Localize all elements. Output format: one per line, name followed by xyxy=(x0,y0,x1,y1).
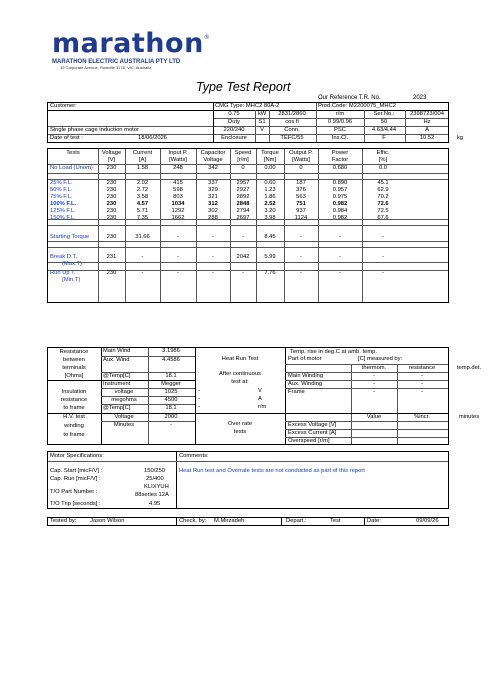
runup-row-cell: - xyxy=(141,270,144,276)
date-footer-value: 09/09/26 xyxy=(416,518,439,524)
overrate-title-2: tests xyxy=(233,429,247,435)
load-row-cell: 1.86 xyxy=(264,194,276,200)
insulation-temp-label: @Temp[C] xyxy=(103,405,131,411)
load-row-cell: 937 xyxy=(296,208,306,214)
hv-label-3: to frame xyxy=(63,432,85,438)
report-title: Type Test Report xyxy=(196,80,291,94)
motor-description: Single phase cage induction motor xyxy=(50,127,139,133)
to-part-value-2: 88series 12A xyxy=(135,492,169,498)
load-row-cell: 0.890 xyxy=(332,180,348,186)
reference-year: 2023 xyxy=(413,95,427,101)
load-row-cell: 563 xyxy=(296,194,306,200)
frame-thermom: - xyxy=(373,389,375,395)
ins-voltage-value: 1025 xyxy=(164,389,178,395)
starting-torque-row-cell: - xyxy=(300,234,302,240)
header-unit-5: [r/m] xyxy=(237,157,249,163)
starting-torque-row-cell: - xyxy=(242,234,244,240)
breakdown-row-cell: - xyxy=(177,254,179,260)
starting-torque-row-cell: - xyxy=(339,234,341,240)
part-main-winding: Main Winding xyxy=(288,373,324,379)
load-row-label: 25% F.L. xyxy=(50,180,73,186)
signoff-footer xyxy=(47,517,449,526)
starting-torque-row-cell: - xyxy=(382,234,384,240)
load-row-cell: 230 xyxy=(106,187,117,193)
hv-label-2: winding xyxy=(64,423,84,429)
load-row-cell: 0.982 xyxy=(332,201,348,207)
row-divider xyxy=(48,241,448,242)
tested-by-label: Tested by: xyxy=(50,518,77,524)
load-row-cell: 2927 xyxy=(236,187,250,193)
rated-speed-unit: r/m xyxy=(335,111,345,117)
to-part-value-1: KLIXYUH xyxy=(144,484,169,490)
load-row-cell: 3.58 xyxy=(136,194,149,200)
load-row-cell: 230 xyxy=(106,201,117,207)
header-7: Output P. xyxy=(289,150,313,156)
rated-current-unit: A xyxy=(425,127,429,133)
frequency-value: 50 xyxy=(380,119,388,125)
header-unit-2: [A] xyxy=(138,157,147,163)
hv-voltage-value: 2000 xyxy=(164,414,178,420)
load-row-label: 150% F.L. xyxy=(50,215,76,221)
header-6: Torque xyxy=(261,150,279,156)
load-row-cell: 62.9 xyxy=(377,187,389,193)
row-divider xyxy=(48,225,448,226)
no-load-row-cell: 230 xyxy=(106,165,117,171)
aux-wind-label: Aux. Wind xyxy=(103,357,130,363)
cap-run-value: 25/400 xyxy=(146,476,164,482)
load-row-cell: 2.02 xyxy=(136,180,149,186)
header-9: Effic. xyxy=(376,150,390,156)
load-row-cell: 3.98 xyxy=(264,215,276,221)
load-row-label: 100% F.L. xyxy=(50,201,77,207)
load-row-label: 125% F.L. xyxy=(50,208,76,214)
insulation-label-1: Insulation xyxy=(61,389,87,395)
overspeed-label: Overspeed [r/m] xyxy=(288,438,330,444)
row-divider xyxy=(48,247,448,248)
load-row-cell: 2794 xyxy=(236,208,250,214)
enclosure-label: Enclosure xyxy=(221,135,247,141)
date-label: Date of test : xyxy=(50,135,83,141)
header-unit-7: [Watts] xyxy=(292,157,310,163)
breakdown-row-cell: - xyxy=(300,254,302,260)
insulation-class-label: Ins.Cl. xyxy=(331,135,349,141)
resistance-label-3: terminals xyxy=(62,365,86,371)
load-row-cell: 2848 xyxy=(236,201,250,207)
company-address: 19 Corporate Avenue, Rowville 3178, VIC, Australia xyxy=(60,65,152,70)
frame-resistance: - xyxy=(421,389,423,395)
to-trip-label: T/O Trip [seconds] : xyxy=(50,501,101,507)
starting-torque-row-cell: 8.45 xyxy=(264,234,276,240)
hv-minutes-value: - xyxy=(170,422,172,428)
load-row-cell: 1124 xyxy=(294,215,308,221)
load-row-cell: 2.72 xyxy=(136,187,149,193)
col-resistance: resistance xyxy=(408,365,436,371)
rated-power-unit: kW xyxy=(257,111,267,117)
cap-start-value: 150/250 xyxy=(144,468,165,474)
heat-run-current: - xyxy=(198,396,200,402)
load-row-cell: 803 xyxy=(173,194,183,200)
hv-label-1: H.V. test xyxy=(63,414,85,420)
load-row-cell: 2957 xyxy=(236,180,250,186)
comments-title: Comments: xyxy=(179,453,209,459)
runup-row-label: Run Up T. xyxy=(50,270,76,276)
resistance-label-2: between xyxy=(63,357,85,363)
load-row-cell: 2.52 xyxy=(264,201,276,207)
resistance-heatrun-block xyxy=(47,347,482,445)
runup-row-cell: - xyxy=(212,270,214,276)
prod-code: Prod.Code: M2200075_MHC2 xyxy=(318,103,396,109)
specs-comments-block xyxy=(47,451,449,509)
load-row-cell: 7.35 xyxy=(136,215,149,221)
frequency-unit: Hz xyxy=(423,119,431,125)
aux-wind-value: 4.4586 xyxy=(162,357,180,363)
connection-label: Conn. xyxy=(284,127,300,133)
rated-current: 4.63/4.44 xyxy=(371,127,397,133)
load-row-label: 75% F.L. xyxy=(50,194,73,200)
breakdown-row-cell: - xyxy=(339,254,341,260)
starting-torque-row-label: Starting Torque xyxy=(50,234,90,240)
header-unit-1: [V] xyxy=(107,157,116,163)
hv-voltage-label: Voltage xyxy=(114,414,134,420)
company-name: MARATHON ELECTRIC AUSTRALIA PTY LTD xyxy=(52,59,181,65)
load-row-cell: 230 xyxy=(106,194,117,200)
resistance-label-4: [Ohms] xyxy=(64,373,84,379)
motor-specs-title: Motor Specifications: xyxy=(50,453,104,459)
instrument-label: Instrument xyxy=(103,381,131,387)
checked-by-label: Check. by: xyxy=(179,518,207,524)
load-row-cell: 376 xyxy=(296,187,306,193)
load-row-cell: 230 xyxy=(106,180,117,186)
load-row-cell: 751 xyxy=(296,201,306,207)
load-row-cell: 5.71 xyxy=(136,208,149,214)
weight-value: 10.52 xyxy=(419,135,435,141)
load-row-cell: 0.957 xyxy=(332,187,348,193)
rated-speed: 2831/2860 xyxy=(278,111,306,117)
main-wind-value: 3.1986 xyxy=(162,348,180,354)
load-row-cell: 72.5 xyxy=(377,208,389,214)
excess-current-label: Excess Current [A] xyxy=(288,430,337,436)
tested-by-name: Jason Wilson xyxy=(90,518,125,524)
no-load-row-cell: 0.00 xyxy=(264,165,276,171)
resistance-label-1: Resistance xyxy=(59,349,89,355)
load-row-cell: 1034 xyxy=(171,201,185,207)
heat-run-voltage-unit: V xyxy=(258,388,262,394)
to-trip-value: 4.95 xyxy=(149,501,161,507)
breakdown-row-cell: 231 xyxy=(106,254,117,260)
load-row-cell: 3.20 xyxy=(264,208,276,214)
main-wind-label: Main Wind xyxy=(103,348,131,354)
department-label: Depart.: xyxy=(286,518,307,524)
insulation-class: F xyxy=(382,135,386,141)
load-row-cell: 321 xyxy=(208,194,218,200)
load-row-cell: 67.6 xyxy=(377,215,389,221)
breakdown-row-label: Break D.T. xyxy=(50,254,78,260)
megohms-value: 4500 xyxy=(164,397,178,403)
reference-label: Our Reference T.R. No. xyxy=(318,95,381,101)
ins-voltage-label: voltage xyxy=(114,389,134,395)
excess-voltage-label: Excess Voltage [V] xyxy=(288,422,337,428)
load-row-cell: 0.975 xyxy=(332,194,348,200)
header-5: Speed xyxy=(234,150,252,156)
no-load-row-cell: 0 xyxy=(299,165,303,171)
rated-voltage-unit: V xyxy=(260,127,264,133)
header-4: Capacitor xyxy=(200,150,226,156)
header-unit-6: [Nm] xyxy=(263,157,277,163)
load-row-cell: 230 xyxy=(106,208,117,214)
aux-winding-resistance: - xyxy=(421,381,423,387)
load-row-cell: 302 xyxy=(208,208,218,214)
row-divider xyxy=(48,173,448,174)
cos-fi-value: 0.99/0.96 xyxy=(327,119,353,125)
load-row-cell: 70.2 xyxy=(377,194,389,200)
serial-number: 2398723/004 xyxy=(410,111,444,117)
breakdown-row-cell: 5.99 xyxy=(264,254,276,260)
heat-run-after-2: test at: xyxy=(231,379,249,385)
load-row-cell: 1.23 xyxy=(264,187,276,193)
no-load-row-cell: 342 xyxy=(208,165,218,171)
enclosure-value: TEFC/55 xyxy=(280,135,304,141)
part-of-motor-label: Part of motor xyxy=(288,356,322,362)
runup-row-cell: 7.76 xyxy=(264,270,276,276)
aux-winding-thermom: - xyxy=(373,381,375,387)
heat-run-after-1: After continuous xyxy=(219,371,261,377)
insulation-temp-value: 18.1 xyxy=(165,405,177,411)
registered-mark: ® xyxy=(203,34,211,41)
load-row-cell: 312 xyxy=(208,201,218,207)
resistance-temp-value: 18.1 xyxy=(165,373,177,379)
load-row-cell: 230 xyxy=(106,215,117,221)
part-aux-winding: Aux. Winding xyxy=(288,381,323,387)
cap-start-label: Cap. Start [micF/V] : xyxy=(50,468,103,474)
overrate-incr-header: %incr. xyxy=(414,414,430,420)
insulation-label-3: to frame xyxy=(63,405,85,411)
brand-name: marathon xyxy=(52,28,204,59)
runup-sub-label: (Min.T) xyxy=(62,277,81,283)
duty-value: S1 xyxy=(258,119,266,125)
temp-rise-label: Temp. rise in deg.C at amb. temp. xyxy=(290,349,377,355)
col-temp-det: temp.det. xyxy=(456,365,482,371)
test-results-table xyxy=(47,148,449,303)
header-0: Tests xyxy=(66,150,80,156)
hv-minutes-label: Minutes xyxy=(113,422,135,428)
runup-row-cell: - xyxy=(242,270,244,276)
breakdown-row-cell: - xyxy=(141,254,144,260)
resistance-temp-label: @Temp[C] xyxy=(103,373,131,379)
measured-by-label: [C] measured by: xyxy=(358,356,403,362)
cos-fi-label: cos fi xyxy=(285,119,299,125)
starting-torque-row-cell: 230 xyxy=(106,234,117,240)
checked-by-name: M.Mirzadeh xyxy=(214,518,245,524)
header-3: Input P. xyxy=(168,150,188,156)
insulation-label-2: resistance xyxy=(60,397,88,403)
header-unit-3: [Watts] xyxy=(169,157,187,163)
breakdown-row-cell: - xyxy=(382,254,384,260)
brand-logo xyxy=(52,30,210,57)
comments-note: Heat Run test and Overrate tests are not conducted as part of this report xyxy=(179,468,365,474)
runup-row-cell: - xyxy=(177,270,179,276)
breakdown-row-cell: 2042 xyxy=(236,254,250,260)
header-1: Voltage xyxy=(101,150,122,156)
starting-torque-row-cell: 31.66 xyxy=(135,234,150,240)
motor-info-block xyxy=(47,102,464,143)
load-row-cell: 0.60 xyxy=(264,180,276,186)
duty-label: Duty xyxy=(228,119,240,125)
load-row-cell: 598 xyxy=(173,187,183,193)
no-load-row-cell: 1.58 xyxy=(136,165,149,171)
part-frame: Frame xyxy=(288,389,305,395)
main-winding-thermom: - xyxy=(373,373,375,379)
no-load-row-cell: 0 xyxy=(241,165,245,171)
load-row-cell: 45.1 xyxy=(377,180,389,186)
main-winding-resistance: - xyxy=(421,373,423,379)
no-load-row-cell: 248 xyxy=(173,165,183,171)
load-row-cell: 72.6 xyxy=(377,201,389,207)
overrate-title-1: Over rate xyxy=(227,421,253,427)
heat-run-current-unit: A xyxy=(258,396,262,402)
starting-torque-row-cell: - xyxy=(212,234,214,240)
weight-unit: kg xyxy=(456,135,464,141)
load-row-cell: 0.982 xyxy=(332,215,348,221)
no-load-row-cell: 0.0 xyxy=(378,165,388,171)
header-8: Power xyxy=(331,150,349,156)
load-row-cell: 329 xyxy=(208,187,218,193)
runup-row-cell: - xyxy=(382,270,384,276)
rated-power: 0.75 xyxy=(228,111,240,117)
runup-row-cell: 230 xyxy=(106,270,117,276)
heat-run-speed-unit: r/m xyxy=(258,404,267,410)
to-part-label: T/O Part Number : xyxy=(50,489,98,495)
load-row-cell: 2697 xyxy=(236,215,250,221)
load-row-cell: 415 xyxy=(173,180,183,186)
load-row-cell: 2892 xyxy=(236,194,250,200)
header-unit-4: Voltage xyxy=(203,157,223,163)
megohms-label: megohms xyxy=(111,397,137,403)
connection-value: PSC xyxy=(334,127,346,133)
customer-label: Customer: xyxy=(50,103,77,109)
date-footer-label: Date: xyxy=(367,518,381,524)
header-unit-8: Factor xyxy=(331,157,349,163)
cap-run-label: Cap. Run [micF/V] : xyxy=(50,476,101,482)
serial-label: Ser.No.: xyxy=(373,111,395,117)
header-2: Current xyxy=(132,150,153,156)
overrate-value-header: Value xyxy=(366,414,382,420)
date-value: 18/06/2026 xyxy=(138,135,168,141)
no-load-row-cell: 0.680 xyxy=(332,165,348,171)
rated-voltage: 220/240 xyxy=(223,127,245,133)
load-row-cell: 1292 xyxy=(171,208,185,214)
load-row-cell: 1662 xyxy=(171,215,185,221)
heat-run-voltage: - xyxy=(198,388,200,394)
load-row-cell: 337 xyxy=(208,180,218,186)
heat-run-title: Heat Run Test xyxy=(221,356,259,362)
breakdown-sub-label: (Max.T) xyxy=(62,261,82,267)
starting-torque-row-cell: - xyxy=(177,234,179,240)
load-row-cell: 4.57 xyxy=(136,201,149,207)
row-divider xyxy=(48,262,448,263)
load-row-cell: 187 xyxy=(296,180,306,186)
load-row-cell: 0.984 xyxy=(332,208,348,214)
cmg-type: CMG Type: MHC2 80A-2 xyxy=(215,103,280,109)
runup-row-cell: - xyxy=(339,270,341,276)
heat-run-speed: - xyxy=(198,404,200,410)
runup-row-cell: - xyxy=(300,270,302,276)
no-load-row-label: No Load (Unom) xyxy=(50,165,93,171)
col-thermometer: thermom. xyxy=(361,365,387,371)
department-value: Test xyxy=(330,518,341,524)
overrate-minutes-header: minutes xyxy=(458,414,480,420)
header-unit-9: [%] xyxy=(378,157,388,163)
load-row-cell: 288 xyxy=(208,215,218,221)
load-row-label: 50% F.L. xyxy=(50,187,73,193)
instrument-value: Megger xyxy=(161,381,181,387)
breakdown-row-cell: - xyxy=(212,254,214,260)
